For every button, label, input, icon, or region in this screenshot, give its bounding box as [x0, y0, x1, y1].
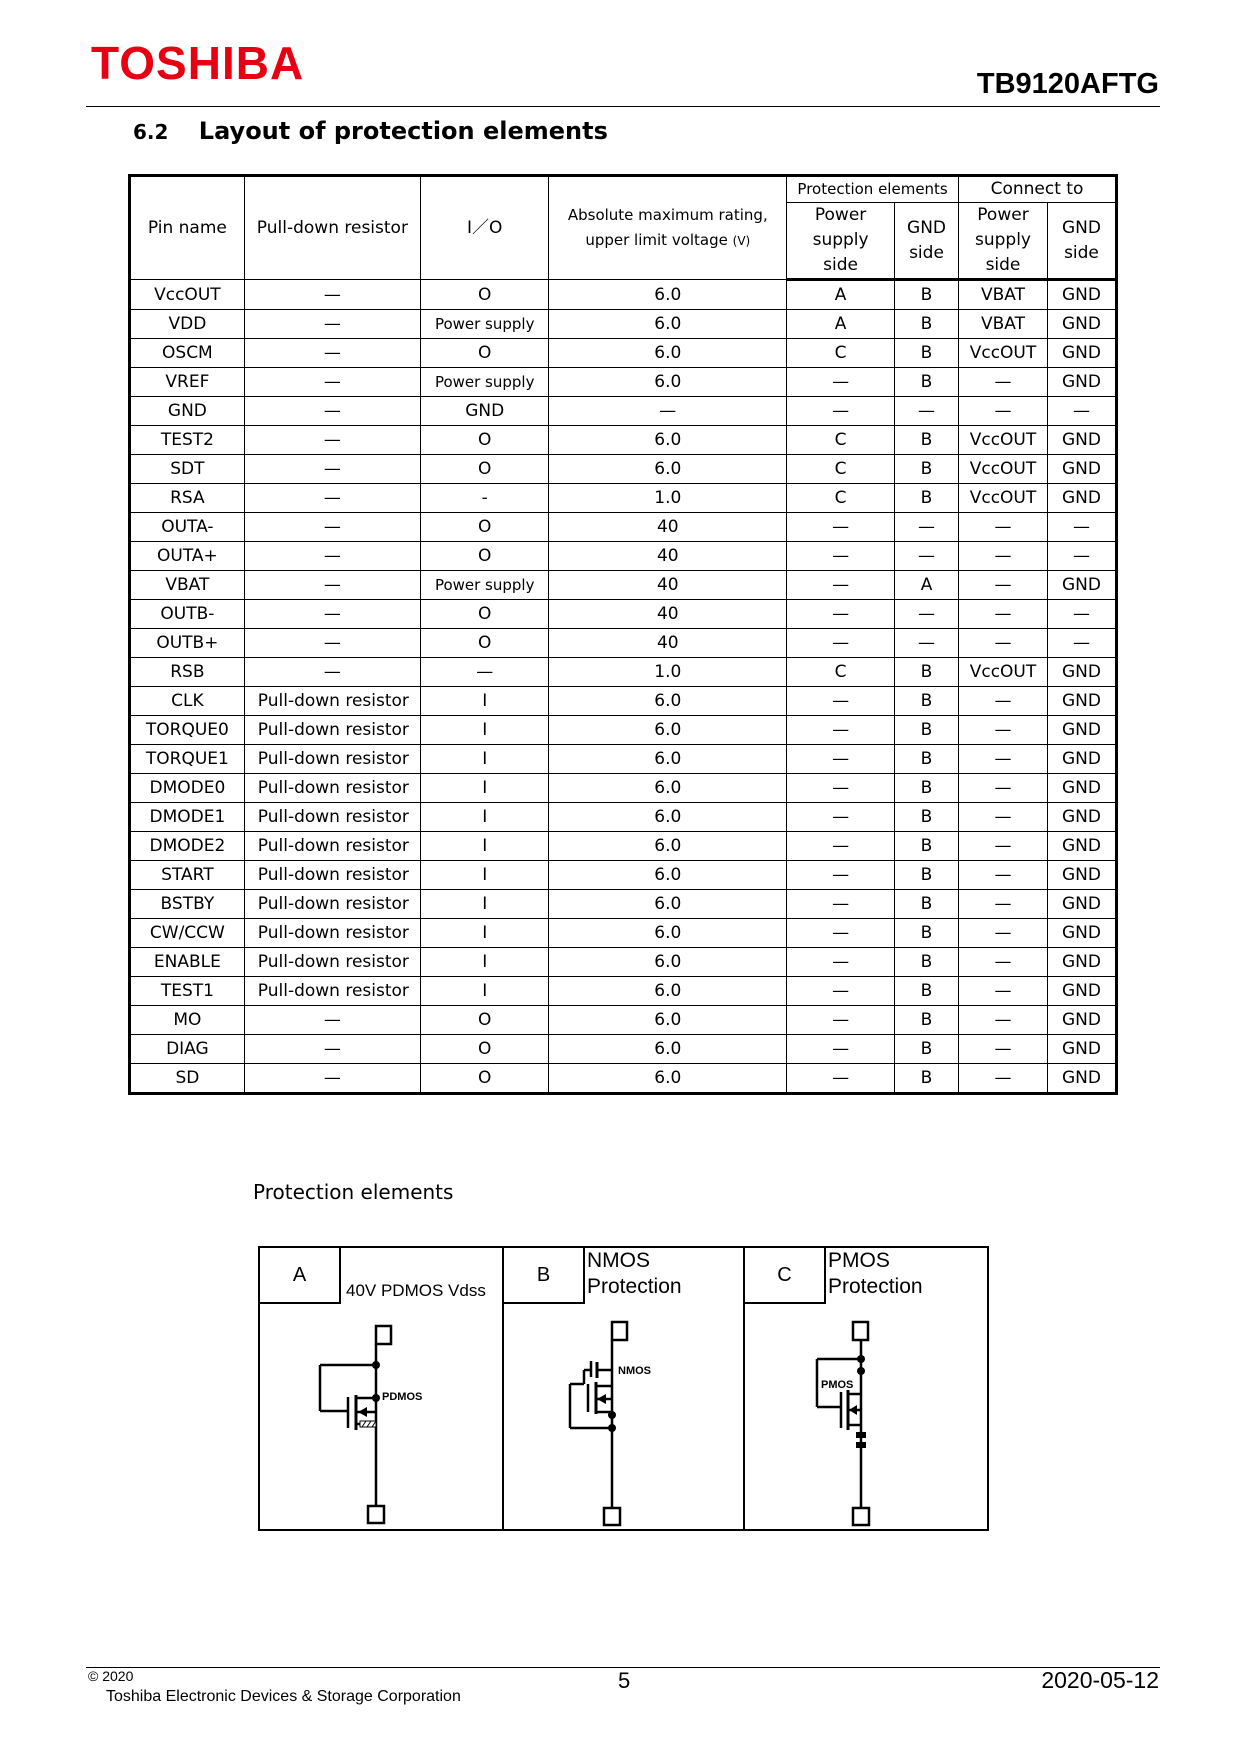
cell-abs-max: 40 [549, 571, 787, 600]
cell-pe-gnd: B [895, 310, 959, 339]
cell-ct-gnd: GND [1047, 455, 1116, 484]
cell-pe-gnd: B [895, 832, 959, 861]
cell-io: - [421, 484, 549, 513]
cell-pulldown: — [244, 513, 420, 542]
cell-io: O [421, 455, 549, 484]
cell-io: Power supply [421, 310, 549, 339]
cell-io: Power supply [421, 368, 549, 397]
cell-ct-power: — [959, 600, 1048, 629]
cell-pin-name: DMODE0 [130, 774, 245, 803]
header-pe-power-supply-side: Power supply side [787, 203, 895, 280]
cell-abs-max: 6.0 [549, 774, 787, 803]
cell-pin-name: DIAG [130, 1035, 245, 1064]
table-body [130, 280, 1117, 1094]
cell-pin-name: MO [130, 1006, 245, 1035]
cell-ct-gnd: — [1047, 542, 1116, 571]
element-a [260, 1248, 502, 1529]
cell-pin-name: TEST1 [130, 977, 245, 1006]
cell-pulldown: — [244, 455, 420, 484]
element-b-description: NMOS Protection [587, 1249, 682, 1298]
cell-abs-max: 6.0 [549, 1064, 787, 1094]
cell-pe-power: — [787, 1035, 895, 1064]
cell-pe-power: — [787, 977, 895, 1006]
table-row [130, 890, 1117, 919]
cell-pe-gnd: B [895, 658, 959, 687]
cell-ct-gnd: GND [1047, 484, 1116, 513]
cell-pe-gnd: B [895, 861, 959, 890]
cell-ct-power: — [959, 542, 1048, 571]
table-row [130, 397, 1117, 426]
cell-pin-name: GND [130, 397, 245, 426]
cell-pulldown: Pull-down resistor [244, 977, 420, 1006]
cell-ct-gnd: GND [1047, 803, 1116, 832]
table-row [130, 745, 1117, 774]
cell-io: I [421, 745, 549, 774]
section-title: Layout of protection elements [198, 117, 608, 145]
table-row [130, 1064, 1117, 1094]
cell-ct-gnd: GND [1047, 426, 1116, 455]
cell-abs-max: 6.0 [549, 368, 787, 397]
cell-pe-power: — [787, 919, 895, 948]
cell-pe-gnd: — [895, 397, 959, 426]
cell-pulldown: Pull-down resistor [244, 774, 420, 803]
cell-pe-power: — [787, 832, 895, 861]
cell-ct-gnd: GND [1047, 339, 1116, 368]
cell-pe-power: — [787, 716, 895, 745]
cell-abs-max: 6.0 [549, 1035, 787, 1064]
cell-ct-gnd: — [1047, 397, 1116, 426]
cell-pulldown: — [244, 1006, 420, 1035]
cell-ct-power: VccOUT [959, 484, 1048, 513]
cell-ct-power: — [959, 890, 1048, 919]
cell-pin-name: OUTA- [130, 513, 245, 542]
cell-pulldown: — [244, 1064, 420, 1094]
cell-ct-gnd: GND [1047, 774, 1116, 803]
cell-io: I [421, 832, 549, 861]
cell-ct-power: VBAT [959, 280, 1048, 310]
cell-ct-power: — [959, 774, 1048, 803]
cell-pe-gnd: B [895, 426, 959, 455]
cell-pin-name: VBAT [130, 571, 245, 600]
element-c-label: C [745, 1248, 826, 1304]
cell-pulldown: Pull-down resistor [244, 948, 420, 977]
cell-ct-power: — [959, 397, 1048, 426]
cell-ct-gnd: GND [1047, 716, 1116, 745]
cell-pe-power: C [787, 426, 895, 455]
cell-ct-gnd: GND [1047, 368, 1116, 397]
cell-pe-power: — [787, 774, 895, 803]
cell-ct-gnd: GND [1047, 861, 1116, 890]
footer-copyright: © 2020 [88, 1668, 134, 1684]
cell-pe-gnd: B [895, 1006, 959, 1035]
table-row [130, 339, 1117, 368]
cell-abs-max: 6.0 [549, 919, 787, 948]
cell-ct-gnd: GND [1047, 687, 1116, 716]
table-row [130, 600, 1117, 629]
element-a-description: 40V PDMOS Vdss [346, 1281, 486, 1300]
cell-io: O [421, 280, 549, 310]
cell-ct-power: VBAT [959, 310, 1048, 339]
cell-ct-gnd: GND [1047, 1006, 1116, 1035]
cell-pe-gnd: B [895, 977, 959, 1006]
cell-pulldown: — [244, 571, 420, 600]
cell-pulldown: — [244, 339, 420, 368]
cell-ct-power: VccOUT [959, 658, 1048, 687]
cell-pin-name: SDT [130, 455, 245, 484]
cell-ct-power: VccOUT [959, 455, 1048, 484]
element-a-label: A [260, 1248, 341, 1304]
table-row [130, 832, 1117, 861]
section-number: 6.2 [133, 120, 169, 144]
cell-pe-gnd: — [895, 513, 959, 542]
cell-ct-gnd: GND [1047, 280, 1116, 310]
cell-io: O [421, 629, 549, 658]
document-id: TB9120AFTG [976, 68, 1159, 100]
protection-elements-title: Protection elements [253, 1180, 454, 1204]
cell-ct-gnd: — [1047, 629, 1116, 658]
cell-ct-power: — [959, 513, 1048, 542]
cell-abs-max: 6.0 [549, 861, 787, 890]
cell-pe-gnd: B [895, 745, 959, 774]
table-row [130, 310, 1117, 339]
cell-ct-gnd: GND [1047, 1064, 1116, 1094]
table-row [130, 571, 1117, 600]
cell-pe-power: — [787, 600, 895, 629]
cell-ct-gnd: — [1047, 600, 1116, 629]
cell-pe-gnd: B [895, 716, 959, 745]
cell-pulldown: — [244, 368, 420, 397]
cell-pin-name: CLK [130, 687, 245, 716]
cell-pin-name: TORQUE1 [130, 745, 245, 774]
table-row [130, 919, 1117, 948]
cell-pe-gnd: B [895, 1064, 959, 1094]
cell-abs-max: 1.0 [549, 658, 787, 687]
cell-pulldown: Pull-down resistor [244, 832, 420, 861]
cell-pin-name: TEST2 [130, 426, 245, 455]
pmos-symbol [745, 1304, 989, 1529]
cell-pin-name: VccOUT [130, 280, 245, 310]
cell-ct-power: — [959, 745, 1048, 774]
cell-pulldown: Pull-down resistor [244, 919, 420, 948]
cell-pe-power: — [787, 745, 895, 774]
cell-pe-power: C [787, 455, 895, 484]
header-rule [86, 106, 1160, 107]
cell-pin-name: VDD [130, 310, 245, 339]
cell-ct-gnd: GND [1047, 310, 1116, 339]
cell-pin-name: ENABLE [130, 948, 245, 977]
cell-pin-name: SD [130, 1064, 245, 1094]
cell-io: I [421, 716, 549, 745]
cell-abs-max: 6.0 [549, 716, 787, 745]
cell-ct-gnd: GND [1047, 1035, 1116, 1064]
cell-ct-power: — [959, 919, 1048, 948]
table-row [130, 687, 1117, 716]
cell-io: O [421, 513, 549, 542]
cell-pe-gnd: B [895, 774, 959, 803]
cell-abs-max: 6.0 [549, 687, 787, 716]
cell-io: I [421, 977, 549, 1006]
cell-pulldown: Pull-down resistor [244, 687, 420, 716]
cell-abs-max: 6.0 [549, 455, 787, 484]
cell-io: I [421, 774, 549, 803]
cell-ct-gnd: GND [1047, 948, 1116, 977]
cell-pe-power: — [787, 571, 895, 600]
header-pe-gnd-side: GND side [895, 203, 959, 280]
cell-abs-max: 6.0 [549, 426, 787, 455]
table-row [130, 774, 1117, 803]
cell-abs-max: 1.0 [549, 484, 787, 513]
cell-ct-gnd: GND [1047, 832, 1116, 861]
cell-ct-power: — [959, 571, 1048, 600]
cell-pe-gnd: B [895, 368, 959, 397]
section-heading [133, 117, 608, 145]
cell-pin-name: DMODE2 [130, 832, 245, 861]
cell-abs-max: 40 [549, 513, 787, 542]
cell-abs-max: — [549, 397, 787, 426]
cell-pe-gnd: B [895, 890, 959, 919]
cell-pulldown: — [244, 397, 420, 426]
toshiba-logo: TOSHIBA [91, 37, 305, 89]
footer-date: 2020-05-12 [1041, 1667, 1159, 1693]
pmos-text: PMOS [821, 1379, 854, 1391]
cell-ct-power: — [959, 861, 1048, 890]
cell-ct-power: — [959, 803, 1048, 832]
page-number: 5 [618, 1668, 631, 1693]
cell-abs-max: 40 [549, 600, 787, 629]
header-connect-to: Connect to [959, 176, 1117, 203]
cell-abs-max: 6.0 [549, 1006, 787, 1035]
cell-pin-name: RSB [130, 658, 245, 687]
cell-ct-power: — [959, 948, 1048, 977]
cell-abs-max: 6.0 [549, 803, 787, 832]
cell-pulldown: Pull-down resistor [244, 861, 420, 890]
cell-pe-gnd: B [895, 455, 959, 484]
cell-pe-power: — [787, 368, 895, 397]
cell-pin-name: RSA [130, 484, 245, 513]
cell-io: I [421, 919, 549, 948]
cell-io: I [421, 687, 549, 716]
table-row [130, 484, 1117, 513]
table-row [130, 629, 1117, 658]
element-c [743, 1248, 987, 1529]
cell-pulldown: — [244, 1035, 420, 1064]
cell-io: I [421, 803, 549, 832]
cell-pin-name: START [130, 861, 245, 890]
cell-io: GND [421, 397, 549, 426]
cell-ct-power: — [959, 1006, 1048, 1035]
cell-io: O [421, 542, 549, 571]
cell-pe-power: — [787, 397, 895, 426]
header-abs-max-line1: Absolute maximum rating, [567, 205, 768, 224]
table-row [130, 803, 1117, 832]
header-pulldown: Pull-down resistor [244, 176, 420, 280]
cell-ct-power: — [959, 1064, 1048, 1094]
cell-pe-gnd: B [895, 280, 959, 310]
table-row [130, 368, 1117, 397]
nmos-text: NMOS [618, 1365, 651, 1377]
cell-io: I [421, 861, 549, 890]
cell-pe-gnd: — [895, 600, 959, 629]
table-row [130, 426, 1117, 455]
header-io: I／O [421, 176, 549, 280]
cell-pulldown: Pull-down resistor [244, 890, 420, 919]
cell-pe-power: C [787, 484, 895, 513]
table-row [130, 658, 1117, 687]
cell-abs-max: 40 [549, 542, 787, 571]
cell-pe-power: — [787, 861, 895, 890]
cell-pulldown: Pull-down resistor [244, 716, 420, 745]
cell-pe-power: — [787, 513, 895, 542]
cell-io: O [421, 1006, 549, 1035]
cell-abs-max: 6.0 [549, 310, 787, 339]
cell-io: O [421, 1035, 549, 1064]
cell-pulldown: — [244, 484, 420, 513]
cell-io: — [421, 658, 549, 687]
cell-ct-power: — [959, 687, 1048, 716]
cell-io: Power supply [421, 571, 549, 600]
cell-pin-name: OUTA+ [130, 542, 245, 571]
header-abs-max-line2: upper limit voltage [585, 230, 728, 249]
cell-ct-power: — [959, 1035, 1048, 1064]
protection-layout-table [128, 174, 1118, 1095]
cell-ct-power: — [959, 716, 1048, 745]
cell-pe-power: — [787, 1006, 895, 1035]
cell-io: O [421, 600, 549, 629]
cell-pe-power: — [787, 890, 895, 919]
cell-io: O [421, 1064, 549, 1094]
cell-ct-power: — [959, 368, 1048, 397]
cell-pulldown: — [244, 280, 420, 310]
cell-pin-name: TORQUE0 [130, 716, 245, 745]
pdmos-text: PDMOS [382, 1391, 423, 1403]
cell-ct-gnd: GND [1047, 919, 1116, 948]
cell-ct-power: — [959, 629, 1048, 658]
cell-pe-power: C [787, 339, 895, 368]
protection-elements-diagram [258, 1246, 989, 1531]
cell-ct-power: — [959, 832, 1048, 861]
cell-ct-gnd: GND [1047, 658, 1116, 687]
cell-abs-max: 6.0 [549, 280, 787, 310]
header-abs-max [549, 176, 787, 280]
cell-ct-gnd: GND [1047, 890, 1116, 919]
cell-ct-power: VccOUT [959, 339, 1048, 368]
table-row [130, 1035, 1117, 1064]
element-c-description: PMOS Protection [828, 1249, 923, 1298]
header-ct-power-supply-side: Power supply side [959, 203, 1048, 280]
header-pin-name: Pin name [130, 176, 245, 280]
element-b-label: B [504, 1248, 585, 1304]
cell-pulldown: — [244, 310, 420, 339]
cell-pe-gnd: B [895, 1035, 959, 1064]
cell-ct-gnd: — [1047, 513, 1116, 542]
cell-pe-power: — [787, 542, 895, 571]
cell-pe-power: A [787, 310, 895, 339]
element-b [502, 1248, 743, 1529]
cell-pe-gnd: B [895, 339, 959, 368]
cell-ct-power: VccOUT [959, 426, 1048, 455]
cell-ct-gnd: GND [1047, 745, 1116, 774]
cell-pin-name: OUTB+ [130, 629, 245, 658]
cell-pe-power: — [787, 948, 895, 977]
cell-pulldown: — [244, 426, 420, 455]
cell-pin-name: DMODE1 [130, 803, 245, 832]
cell-pe-power: — [787, 803, 895, 832]
cell-abs-max: 6.0 [549, 977, 787, 1006]
header-ct-gnd-side: GND side [1047, 203, 1116, 280]
nmos-symbol [504, 1304, 745, 1529]
table-row [130, 977, 1117, 1006]
table-row [130, 716, 1117, 745]
cell-pe-gnd: B [895, 803, 959, 832]
cell-pulldown: Pull-down resistor [244, 745, 420, 774]
cell-abs-max: 40 [549, 629, 787, 658]
table-row [130, 280, 1117, 310]
cell-abs-max: 6.0 [549, 339, 787, 368]
cell-pulldown: — [244, 542, 420, 571]
pdmos-symbol [260, 1304, 502, 1529]
table-row [130, 1006, 1117, 1035]
cell-pe-gnd: B [895, 919, 959, 948]
cell-abs-max: 6.0 [549, 948, 787, 977]
table-row [130, 861, 1117, 890]
cell-pin-name: OUTB- [130, 600, 245, 629]
cell-abs-max: 6.0 [549, 890, 787, 919]
table-row [130, 455, 1117, 484]
cell-io: O [421, 426, 549, 455]
cell-pulldown: — [244, 600, 420, 629]
cell-pe-power: — [787, 1064, 895, 1094]
cell-ct-power: — [959, 977, 1048, 1006]
cell-ct-gnd: GND [1047, 977, 1116, 1006]
cell-pulldown: — [244, 658, 420, 687]
cell-io: I [421, 890, 549, 919]
header-protection-elements: Protection elements [787, 176, 959, 203]
cell-pe-gnd: B [895, 484, 959, 513]
footer-company: Toshiba Electronic Devices & Storage Corporation [106, 1688, 461, 1705]
cell-pe-gnd: — [895, 542, 959, 571]
cell-pulldown: — [244, 629, 420, 658]
table-row [130, 513, 1117, 542]
cell-pe-gnd: B [895, 948, 959, 977]
cell-pe-gnd: B [895, 687, 959, 716]
cell-pin-name: CW/CCW [130, 919, 245, 948]
table-row [130, 948, 1117, 977]
cell-pe-power: C [787, 658, 895, 687]
cell-pe-power: — [787, 687, 895, 716]
table-row [130, 542, 1117, 571]
cell-pin-name: OSCM [130, 339, 245, 368]
cell-pin-name: BSTBY [130, 890, 245, 919]
cell-ct-gnd: GND [1047, 571, 1116, 600]
cell-pe-power: A [787, 280, 895, 310]
cell-abs-max: 6.0 [549, 745, 787, 774]
header-abs-max-unit: (V) [732, 233, 751, 248]
cell-pe-gnd: A [895, 571, 959, 600]
cell-io: I [421, 948, 549, 977]
cell-pulldown: Pull-down resistor [244, 803, 420, 832]
cell-abs-max: 6.0 [549, 832, 787, 861]
cell-pin-name: VREF [130, 368, 245, 397]
cell-io: O [421, 339, 549, 368]
cell-pe-power: — [787, 629, 895, 658]
cell-pe-gnd: — [895, 629, 959, 658]
